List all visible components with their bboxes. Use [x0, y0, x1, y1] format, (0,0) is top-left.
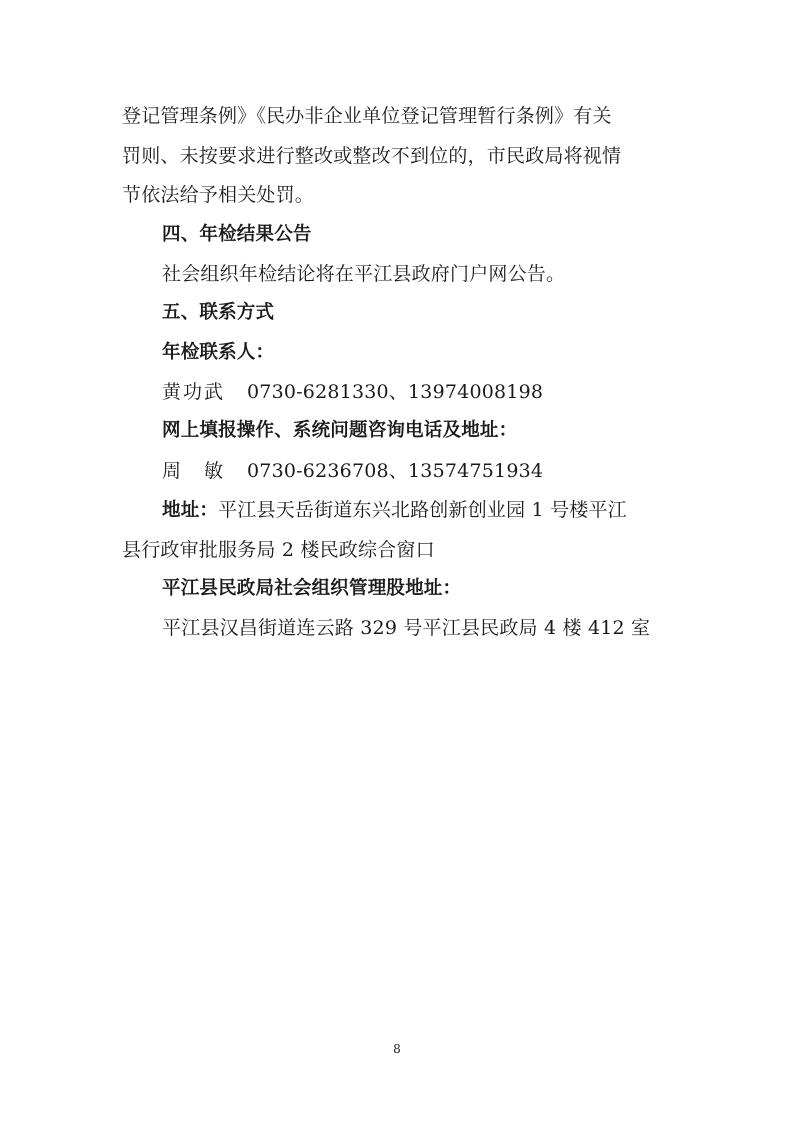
paragraph-line: 罚则、未按要求进行整改或整改不到位的，市民政局将视情	[122, 145, 622, 167]
address-continuation: 县行政审批服务局 2 楼民政综合窗口	[122, 539, 435, 561]
paragraph-line: 登记管理条例》《民办非企业单位登记管理暂行条例》有关	[122, 105, 612, 127]
address-text: 平江县天岳街道东兴北路创新创业园 1 号楼平江	[218, 499, 627, 521]
address-line	[162, 498, 722, 522]
page-number: 8	[393, 1042, 401, 1056]
office-address: 平江县汉昌街道连云路 329 号平江县民政局 4 楼 412 室	[162, 617, 651, 639]
support-entry	[162, 459, 722, 483]
contact-phones: 0730-6281330、13974008198	[247, 381, 544, 403]
contact-label: 年检联系人：	[162, 342, 275, 363]
results-announcement-text: 社会组织年检结论将在平江县政府门户网公告。	[162, 263, 566, 285]
contact-entry	[162, 380, 722, 404]
support-name: 周 敏	[162, 460, 226, 482]
support-phones: 0730-6236708、13574751934	[247, 460, 544, 482]
contact-name: 黄功武	[162, 381, 226, 403]
address-label: 地址：	[162, 500, 219, 521]
paragraph-line: 节依法给予相关处罚。	[122, 184, 315, 206]
office-label: 平江县民政局社会组织管理股地址：	[162, 578, 462, 599]
section-heading-contact: 五、联系方式	[162, 302, 275, 323]
section-heading-results: 四、年检结果公告	[162, 224, 312, 245]
support-label: 网上填报操作、系统问题咨询电话及地址：	[162, 420, 518, 441]
